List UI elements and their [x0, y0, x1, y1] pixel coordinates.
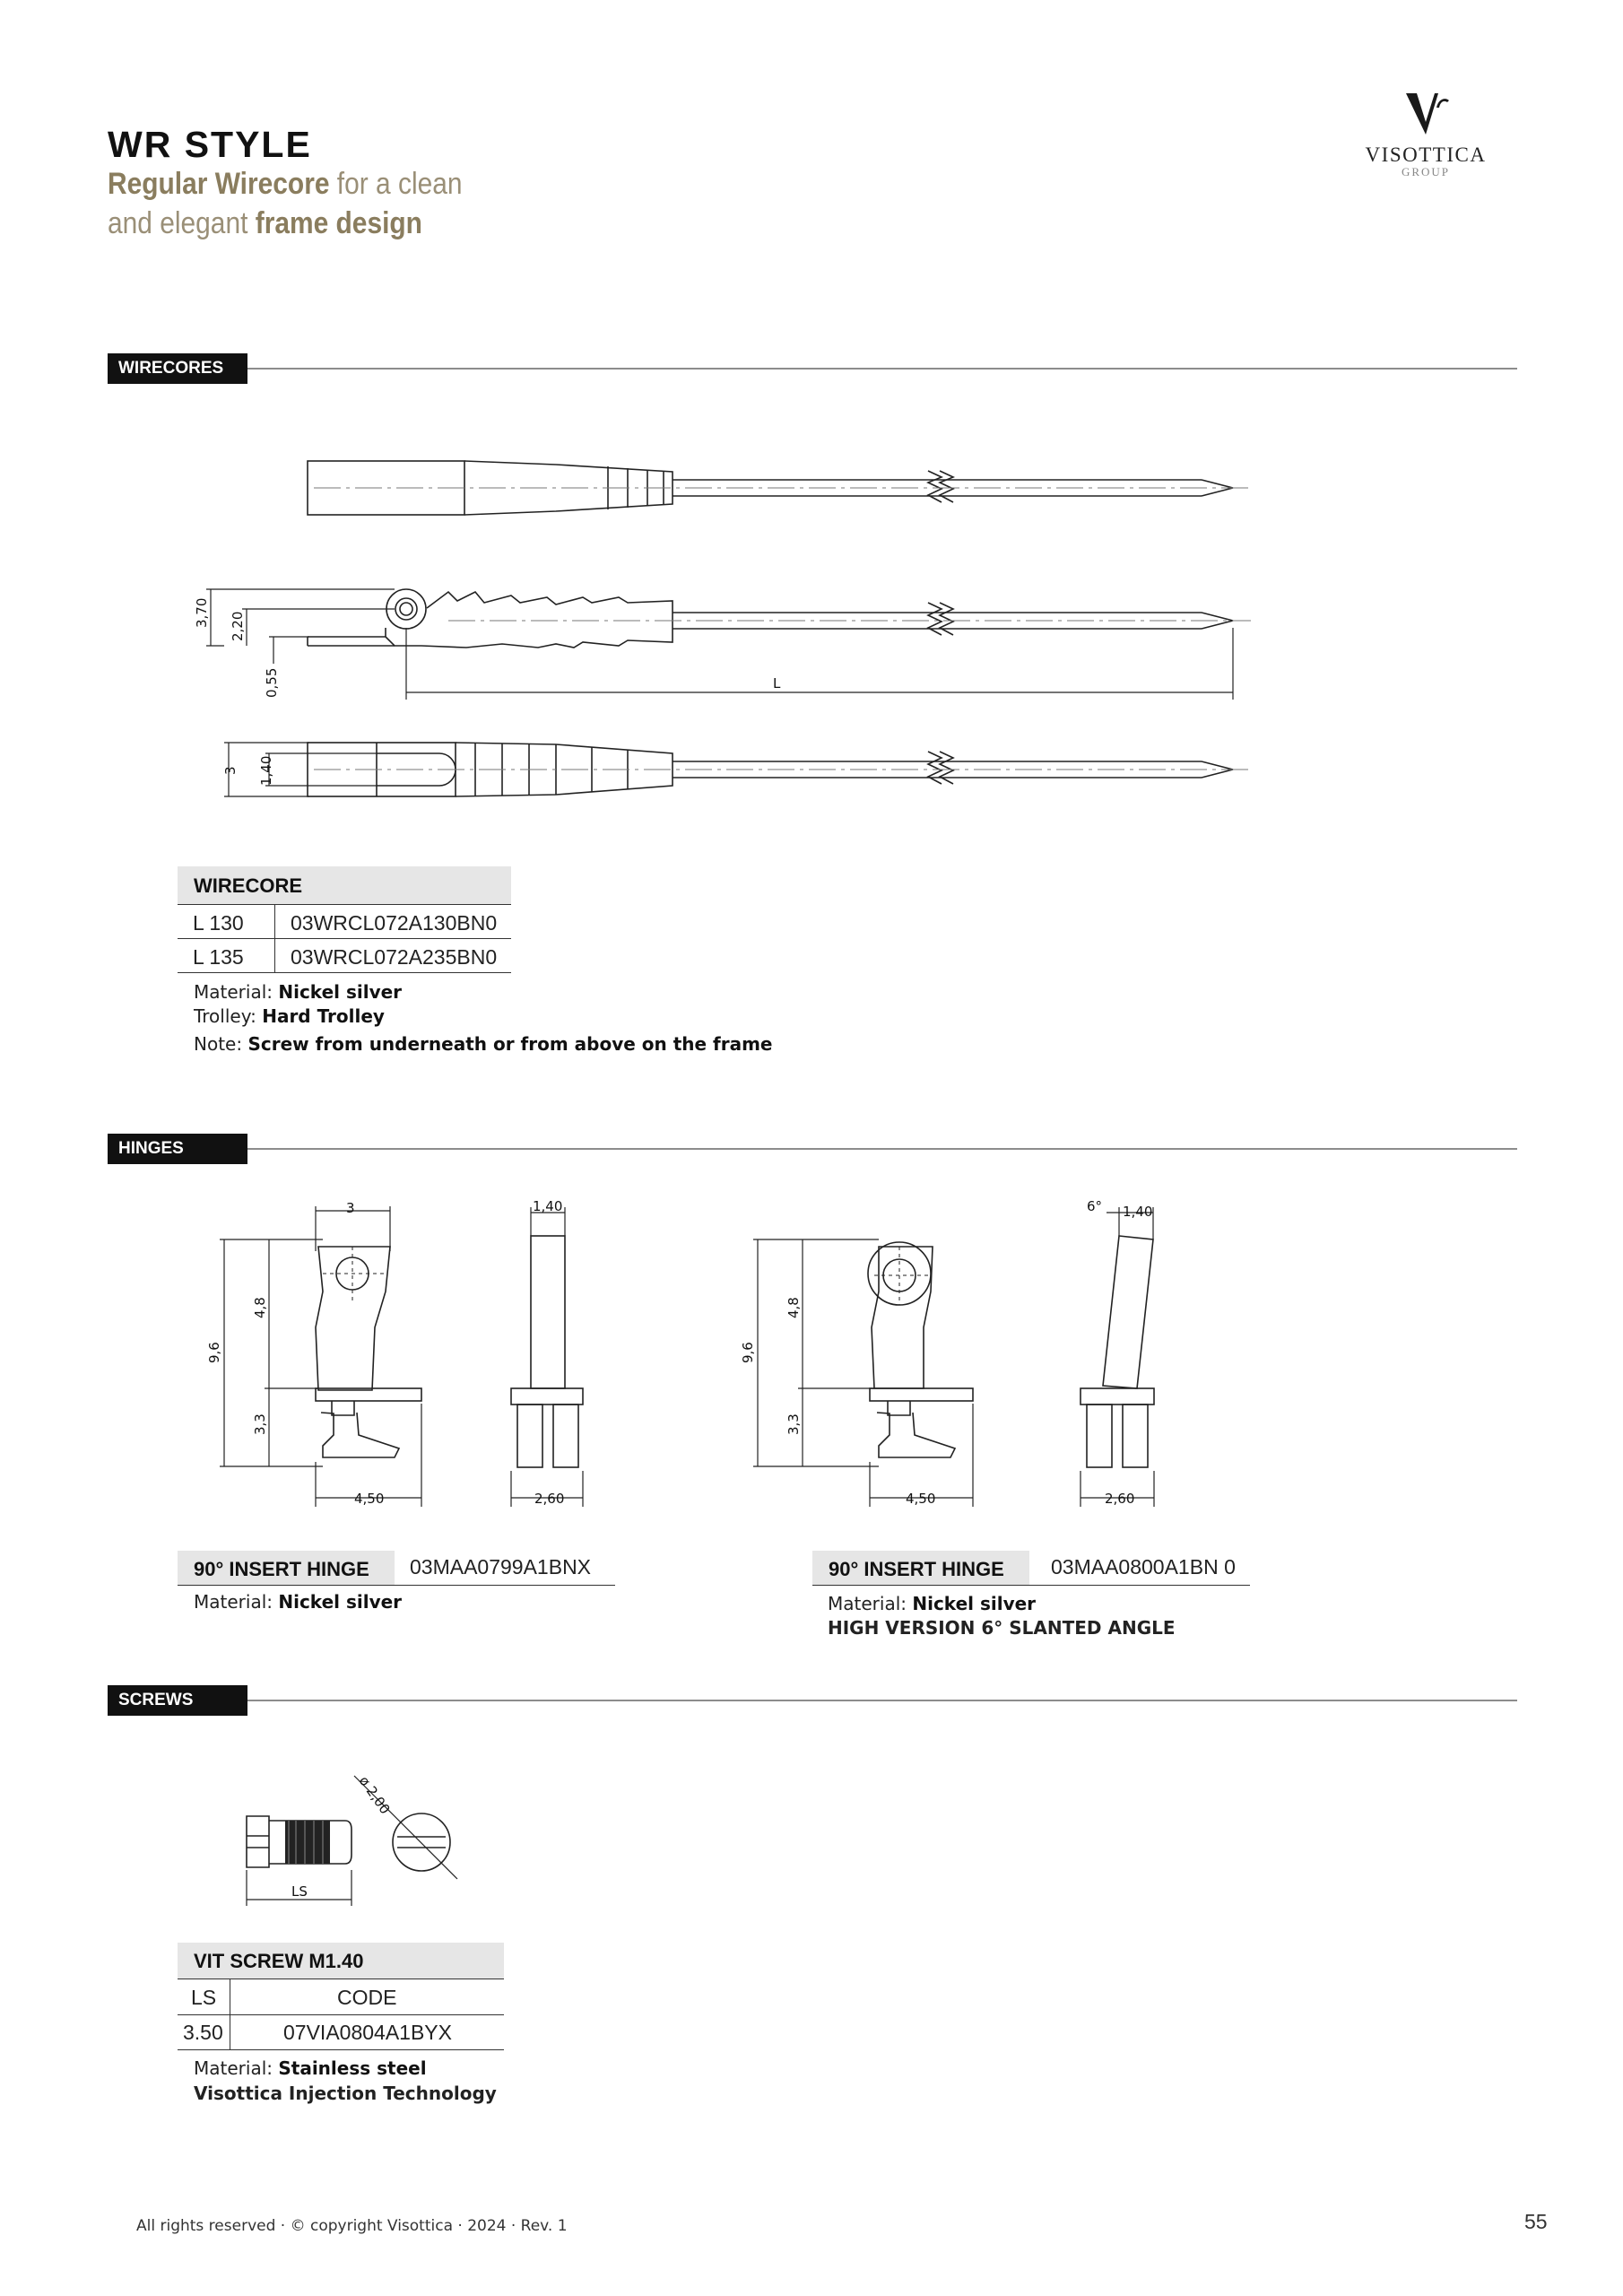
note-value: Nickel silver [278, 981, 403, 1003]
hinge2-dim-48: 4,8 [785, 1297, 802, 1318]
hinge1-dim-450: 4,50 [354, 1491, 385, 1507]
note-value: Screw from underneath or from above on the frame [247, 1033, 773, 1055]
note-label: Material: [828, 1593, 907, 1614]
note-label: Material: [194, 2057, 273, 2079]
note-label: Trolley: [194, 1005, 256, 1027]
screw-material [194, 2057, 427, 2079]
hinge2-dim-96: 9,6 [740, 1342, 756, 1363]
table-cell: L 130 [193, 911, 244, 935]
subtitle-thin-1: for a clean [336, 167, 463, 201]
screw-row-code: 07VIA0804A1BYX [283, 2021, 452, 2044]
note-value: Stainless steel [278, 2057, 427, 2079]
hinge1-dim-48: 4,8 [252, 1297, 268, 1318]
note-label: Material: [194, 1591, 273, 1613]
hinge1-dim-140: 1,40 [533, 1198, 563, 1214]
hinge2-dim-140: 1,40 [1123, 1204, 1153, 1220]
note-value: Hard Trolley [262, 1005, 385, 1027]
hinge-code: 03MAA0799A1BNX [410, 1555, 592, 1578]
hinge-table-title: 90° INSERT HINGE [829, 1558, 1004, 1580]
note-label: Material: [194, 981, 273, 1003]
dim-220: 2,20 [230, 611, 246, 641]
page-title: WR STYLE [108, 124, 312, 165]
hinge1-dim-3: 3 [346, 1200, 355, 1216]
dim-140: 1,40 [258, 755, 274, 786]
logo-sub: GROUP [1401, 165, 1451, 178]
hinge-extra: HIGH VERSION 6° SLANTED ANGLE [828, 1617, 1176, 1639]
dim-055: 0,55 [264, 667, 280, 698]
section-label-hinges: HINGES [108, 1134, 247, 1164]
table-rule [178, 2014, 504, 2015]
screw-table-title: VIT SCREW M1.40 [194, 1950, 364, 1972]
hinge1-dim-260: 2,60 [534, 1491, 565, 1507]
note-value: Nickel silver [912, 1593, 1037, 1614]
logo-name: VISOTTICA [1365, 144, 1487, 166]
subtitle-bold-2: frame design [255, 206, 422, 240]
screw-dim-ls: LS [291, 1883, 308, 1900]
screw-row-ls: 3.50 [183, 2021, 223, 2044]
page-number: 55 [1524, 2210, 1548, 2233]
section-label-screws: SCREWS [108, 1685, 247, 1716]
table-cell: 03WRCL072A235BN0 [291, 945, 498, 969]
note-label: Note: [194, 1033, 243, 1055]
hinge-code: 03MAA0800A1BN 0 [1051, 1555, 1236, 1578]
hinge1-dim-33: 3,3 [252, 1413, 268, 1435]
hinge2-dim-6deg: 6° [1087, 1198, 1103, 1214]
footer-copyright: All rights reserved · © copyright Visottica · 2024 · Rev. 1 [136, 2217, 568, 2235]
screw-table-header [178, 1943, 504, 1979]
table-cell: L 135 [193, 945, 244, 969]
subtitle-thin-2: and elegant [108, 206, 248, 240]
dim-370: 3,70 [194, 597, 210, 628]
subtitle-bold-1: Regular Wirecore [108, 167, 330, 201]
screw-col-ls: LS [191, 1986, 217, 2009]
hinge-table-title: 90° INSERT HINGE [194, 1558, 369, 1580]
screw-col-code: CODE [337, 1986, 397, 2009]
dim-3: 3 [222, 766, 239, 775]
hinge2-dim-260: 2,60 [1105, 1491, 1135, 1507]
dim-L: L [773, 675, 781, 691]
note-value: Nickel silver [278, 1591, 403, 1613]
table-rule [178, 2049, 504, 2050]
wirecore-table-title: WIRECORE [194, 874, 302, 897]
screw-extra: Visottica Injection Technology [194, 2083, 497, 2104]
screw-dim-diam: ø 2,00 [355, 1772, 394, 1818]
section-label-wirecores: WIRECORES [108, 353, 247, 384]
table-cell: 03WRCL072A130BN0 [291, 911, 498, 935]
hinge2-dim-450: 4,50 [906, 1491, 936, 1507]
hinge1-dim-96: 9,6 [206, 1342, 222, 1363]
hinge2-dim-33: 3,3 [785, 1413, 802, 1435]
